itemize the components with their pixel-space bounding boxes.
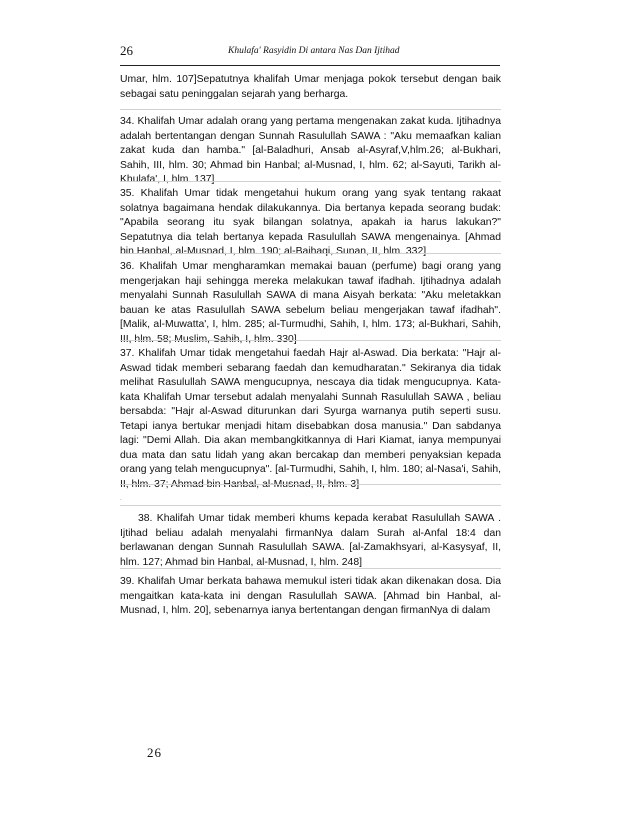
separator — [120, 568, 501, 569]
paragraph-35: 35. Khalifah Umar tidak mengetahui hukum orang yang syak tentang rakaat solatnya bagaimana hendak dilakukannya. Dia bertanya kepada seorang budak: "Apabila seorang itu syak bilangan solatnya, apakah ia harus lakukan?" Sepatutnya dia telah bertanya kepada Rasulullah SAWA mengenainya. [Ahmad bin Hanbal, al-Musnad, I, hlm. 190; al-Baihaqi, Sunan, II, hlm. 332] — [120, 188, 501, 257]
paragraph-36: 36. Khalifah Umar mengharamkan memakai bauan (perfume) bagi orang yang mengerjakan haji sehingga mereka melakukan tawaf ifadhah. Ijtihadnya adalah menyalahi Sunnah Rasulullah SAWA di mana Aisyah berkata: "Aku meletakkan bauan ke atas Rasulullah SAWA sebelum beliau mengerjakan tawaf ifadhah". [Malik, al-Muwatta', I, hlm. 285; al-Turmudhi, Sahih, I, hlm. 173; al-Bukhari, Sahih, III, hlm. 58; Muslim, Sahih, I, hlm. 330] — [120, 261, 501, 345]
header-rule — [120, 65, 500, 66]
paragraph-37: 37. Khalifah Umar tidak mengetahui faedah Hajr al-Aswad. Dia berkata: "Hajr al-Aswad tidak memberi sebarang faedah dan kemudharatan." Sekiranya dia tidak melihat Rasulullah SAWA mengucupnya, nescaya dia tidak mengucupnya. Kata-kata Khalifah Umar tersebut adalah menyalahi Sunnah Rasulullah SAWA , beliau bersabda: "Hajr al-Aswad diturunkan dari Syurga warnanya putih seperti susu. Tetapi ianya bertukar menjadi hitam disebabkan dosa manusia." Dan sabdanya lagi: "Demi Allah. Dia akan membangkitkannya di Hari Kiamat, ianya mempunyai dua mata dan satu lidah yang akan bercakap dan memberi penyaksian kepada orang yang telah mengucupnya". [al-Turmudhi, Sahih, I, hlm. 180; al-Nasa'i, Sahih, II, hlm. 37; Ahmad bin Hanbal, al-Musnad, II, hlm. 3] — [120, 348, 501, 490]
separator — [120, 340, 501, 341]
separator — [120, 109, 501, 110]
separator — [120, 181, 501, 182]
separator — [120, 484, 501, 485]
separator — [120, 505, 501, 506]
page-header — [120, 40, 501, 64]
running-title: Khulafa' Rasyidin Di antara Nas Dan Ijtihad — [228, 46, 400, 56]
paragraph-34: 34. Khalifah Umar adalah orang yang pertama mengenakan zakat kuda. Ijtihadnya adalah bertentangan dengan Sunnah Rasulullah SAWA : "Aku memaafkan kalian zakat kuda dan hamba." [al-Baladhuri, Ansab al-Asyraf,V,hlm.26; al-Bukhari, Sahih, III, hlm. 30; Ahmad bin Hanbal; al-Musnad, I, hlm. 62; al-Sayuti, Tarikh al-Khulafa', I, hlm. 137] — [120, 116, 501, 185]
paragraph-39: 39. Khalifah Umar berkata bahawa memukul isteri tidak akan dikenakan dosa. Dia mengaitkan kata-kata ini dengan Rasulullah SAWA. [Ahmad bin Hanbal, al-Musnad, I, hlm. 20], sebenarnya ianya bertentangan dengan firmanNya di dalam — [120, 576, 501, 616]
page-number-bottom: 26 — [147, 745, 162, 760]
page-number-top: 26 — [120, 43, 133, 58]
separator — [120, 253, 501, 254]
paragraph-continuation: Umar, hlm. 107]Sepatutnya khalifah Umar menjaga pokok tersebut dengan baik sebagai satu peninggalan sejarah yang berharga. — [120, 74, 501, 100]
stray-mark: . — [120, 496, 122, 502]
paragraph-38: 38. Khalifah Umar tidak memberi khums kepada kerabat Rasulullah SAWA . Ijtihad beliau adalah menyalahi firmanNya dalam Surah al-Anfal 18:4 dan berlawanan dengan Sunnah Rasulullah SAWA. [al-Zamakhsyari, al-Kasysyaf, II, hlm. 127; Ahmad bin Hanbal, al-Musnad, I, hlm. 248] — [120, 513, 501, 568]
